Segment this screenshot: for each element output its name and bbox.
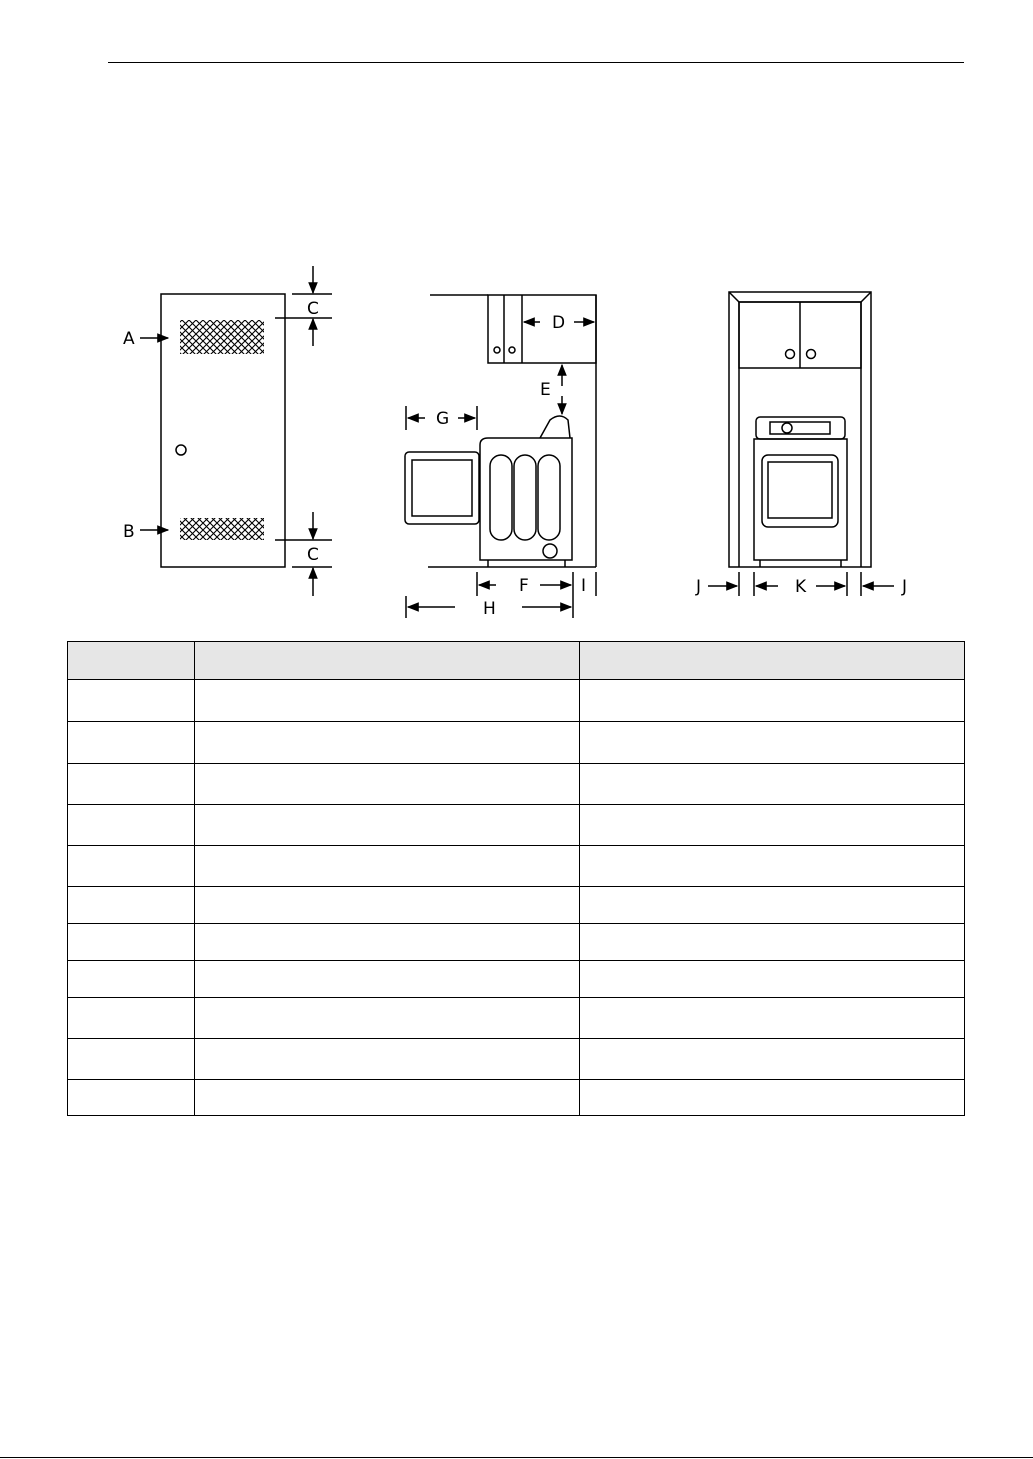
table-cell bbox=[580, 1039, 965, 1080]
front-upper-cabinet bbox=[739, 302, 861, 368]
table-cell bbox=[195, 722, 580, 764]
label-k: K bbox=[795, 577, 807, 597]
table-cell bbox=[68, 1080, 195, 1116]
table-row bbox=[68, 887, 965, 924]
table-cell bbox=[195, 764, 580, 805]
front-view-figure bbox=[708, 292, 894, 596]
table-cell bbox=[195, 887, 580, 924]
side-view-figure bbox=[405, 295, 596, 618]
table-cell bbox=[580, 887, 965, 924]
header-rule bbox=[108, 62, 964, 63]
table-cell bbox=[68, 846, 195, 887]
table-row bbox=[68, 805, 965, 846]
label-e: E bbox=[540, 380, 551, 400]
footer-rule bbox=[0, 1457, 1033, 1458]
label-c-bottom: C bbox=[307, 545, 319, 565]
clearance-diagram bbox=[0, 250, 1033, 620]
upper-vent bbox=[180, 320, 264, 354]
header-cell bbox=[580, 642, 965, 680]
clearance-table bbox=[67, 641, 965, 1116]
table-cell bbox=[580, 805, 965, 846]
dryer-side bbox=[405, 416, 572, 567]
door-knob bbox=[176, 445, 186, 455]
closet-door-figure bbox=[140, 266, 332, 596]
dryer-front bbox=[754, 417, 847, 567]
table-cell bbox=[580, 764, 965, 805]
label-d: D bbox=[552, 313, 566, 333]
label-h: H bbox=[483, 599, 496, 619]
label-f: F bbox=[519, 576, 529, 596]
table-cell bbox=[68, 998, 195, 1039]
label-i: I bbox=[581, 576, 587, 596]
label-j-right: J bbox=[902, 577, 908, 597]
table-cell bbox=[195, 961, 580, 998]
table-cell bbox=[580, 680, 965, 722]
table-cell bbox=[195, 1080, 580, 1116]
label-j-left: J bbox=[696, 577, 702, 597]
table-row bbox=[68, 680, 965, 722]
table-cell bbox=[68, 1039, 195, 1080]
label-c-top: C bbox=[307, 299, 319, 319]
table-row bbox=[68, 1039, 965, 1080]
table-cell bbox=[580, 961, 965, 998]
table-cell bbox=[68, 680, 195, 722]
table-cell bbox=[580, 722, 965, 764]
table-cell bbox=[68, 805, 195, 846]
dryer-open-door bbox=[405, 452, 479, 524]
table-cell bbox=[68, 924, 195, 961]
table-cell bbox=[195, 846, 580, 887]
table-cell bbox=[195, 805, 580, 846]
label-b: B bbox=[123, 522, 135, 542]
table-cell bbox=[195, 998, 580, 1039]
table-cell bbox=[68, 722, 195, 764]
table-cell bbox=[580, 998, 965, 1039]
table-row bbox=[68, 998, 965, 1039]
header-cell bbox=[195, 642, 580, 680]
table-cell bbox=[195, 680, 580, 722]
table-row bbox=[68, 764, 965, 805]
table-cell bbox=[68, 764, 195, 805]
table-cell bbox=[580, 1080, 965, 1116]
table-row bbox=[68, 961, 965, 998]
table-header-row bbox=[68, 642, 965, 680]
table-row bbox=[68, 722, 965, 764]
label-a: A bbox=[123, 329, 135, 349]
table-cell bbox=[68, 961, 195, 998]
table-row bbox=[68, 1080, 965, 1116]
label-g: G bbox=[436, 409, 450, 429]
table-cell bbox=[195, 924, 580, 961]
upper-cabinet bbox=[488, 295, 596, 363]
table-row bbox=[68, 846, 965, 887]
table-cell bbox=[580, 924, 965, 961]
table-row bbox=[68, 924, 965, 961]
table-cell bbox=[580, 846, 965, 887]
table-cell bbox=[195, 1039, 580, 1080]
lower-vent bbox=[180, 518, 264, 540]
header-cell bbox=[68, 642, 195, 680]
table-cell bbox=[68, 887, 195, 924]
